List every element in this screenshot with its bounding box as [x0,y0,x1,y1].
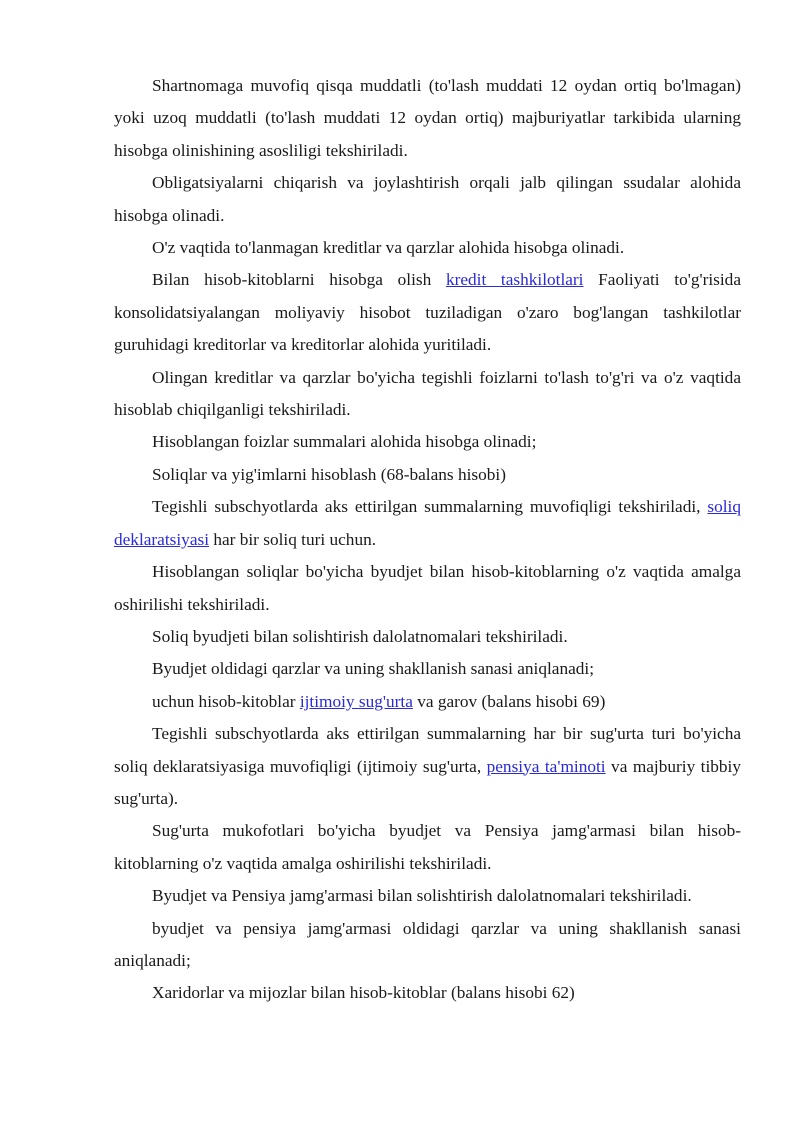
paragraph-text: va majburiy tibbiy sug'urta). [114,756,741,808]
paragraph [114,815,741,880]
inline-link[interactable]: soliq deklaratsiyasi [114,497,741,549]
paragraph [114,426,741,458]
paragraph-text: Tegishli subschyotlarda aks ettirilgan summalarning muvofiqligi tekshiriladi, [152,497,708,517]
paragraph [114,264,741,361]
paragraph-text: har bir soliq turi uchun. [209,529,377,549]
inline-link[interactable]: kredit tashkilotlari [445,270,584,290]
paragraph-text: Shartnomaga muvofiq qisqa muddatli (to'lash muddati 12 oydan ortiq bo'lmagan) yoki uzoq muddatli (to'lash muddati 12 oydan ortiq) majburiyatlar tarkibida ularning hisobga olinishining asosliligi tekshiriladi. [114,76,741,160]
paragraph-text: uchun hisob-kitoblar [152,691,300,711]
paragraph-text: Byudjet va Pensiya jamg'armasi bilan solishtirish dalolatnomalari tekshiriladi. [152,886,692,906]
inline-link[interactable]: pensiya ta'minoti [486,756,606,776]
paragraph-text: Tegishli subschyotlarda aks ettirilgan summalarning har bir sug'urta turi bo'yicha soliq deklaratsiyasiga muvofiqligi (ijtimoiy sug'urta, [114,724,741,776]
document-body [114,70,741,1010]
inline-link[interactable]: ijtimoiy sug'urta [299,691,413,711]
paragraph-text: Faoliyati to'g'risida konsolidatsiyalangan moliyaviy hisobot tuziladigan o'zaro bog'langan tashkilotlar guruhidagi kreditorlar va kreditorlar alohida yuritiladi. [114,270,741,355]
paragraph [114,621,741,653]
paragraph-text: Hisoblangan soliqlar bo'yicha byudjet bilan hisob-kitoblarning o'z vaqtida amalga oshirilishi tekshiriladi. [114,562,741,614]
paragraph-text: Soliqlar va yig'imlarni hisoblash (68-balans hisobi) [152,464,506,484]
paragraph [114,880,741,912]
paragraph [114,977,741,1009]
paragraph [114,70,741,167]
paragraph-text: va garov (balans hisobi 69) [412,691,606,711]
paragraph [114,718,741,815]
paragraph-text: O'z vaqtida to'lanmagan kreditlar va qarzlar alohida hisobga olinadi. [152,238,625,258]
paragraph-text: Obligatsiyalarni chiqarish va joylashtirish orqali jalb qilingan ssudalar alohida hisobga olinadi. [114,173,741,225]
paragraph [114,686,741,718]
paragraph [114,167,741,232]
paragraph [114,556,741,621]
paragraph-text: Xaridorlar va mijozlar bilan hisob-kitoblar (balans hisobi 62) [152,983,575,1003]
paragraph [114,913,741,978]
paragraph-text: Sug'urta mukofotlari bo'yicha byudjet va Pensiya jamg'armasi bilan hisob-kitoblarning o'z vaqtida amalga oshirilishi tekshiriladi. [114,821,741,873]
paragraph [114,491,741,556]
paragraph [114,653,741,685]
paragraph [114,459,741,491]
paragraph-text: Hisoblangan foizlar summalari alohida hisobga olinadi; [152,432,537,452]
paragraph-text: Olingan kreditlar va qarzlar bo'yicha tegishli foizlarni to'lash to'g'ri va o'z vaqtida hisoblab chiqilganligi tekshiriladi. [114,367,741,420]
paragraph [114,362,741,427]
paragraph-text: byudjet va pensiya jamg'armasi oldidagi qarzlar va uning shakllanish sanasi aniqlanadi; [114,918,741,970]
paragraph-text: Byudjet oldidagi qarzlar va uning shakllanish sanasi aniqlanadi; [152,659,595,679]
paragraph-text: Soliq byudjeti bilan solishtirish dalolatnomalari tekshiriladi. [152,626,568,646]
paragraph [114,232,741,264]
paragraph-text: Bilan hisob-kitoblarni hisobga olish [152,270,446,290]
